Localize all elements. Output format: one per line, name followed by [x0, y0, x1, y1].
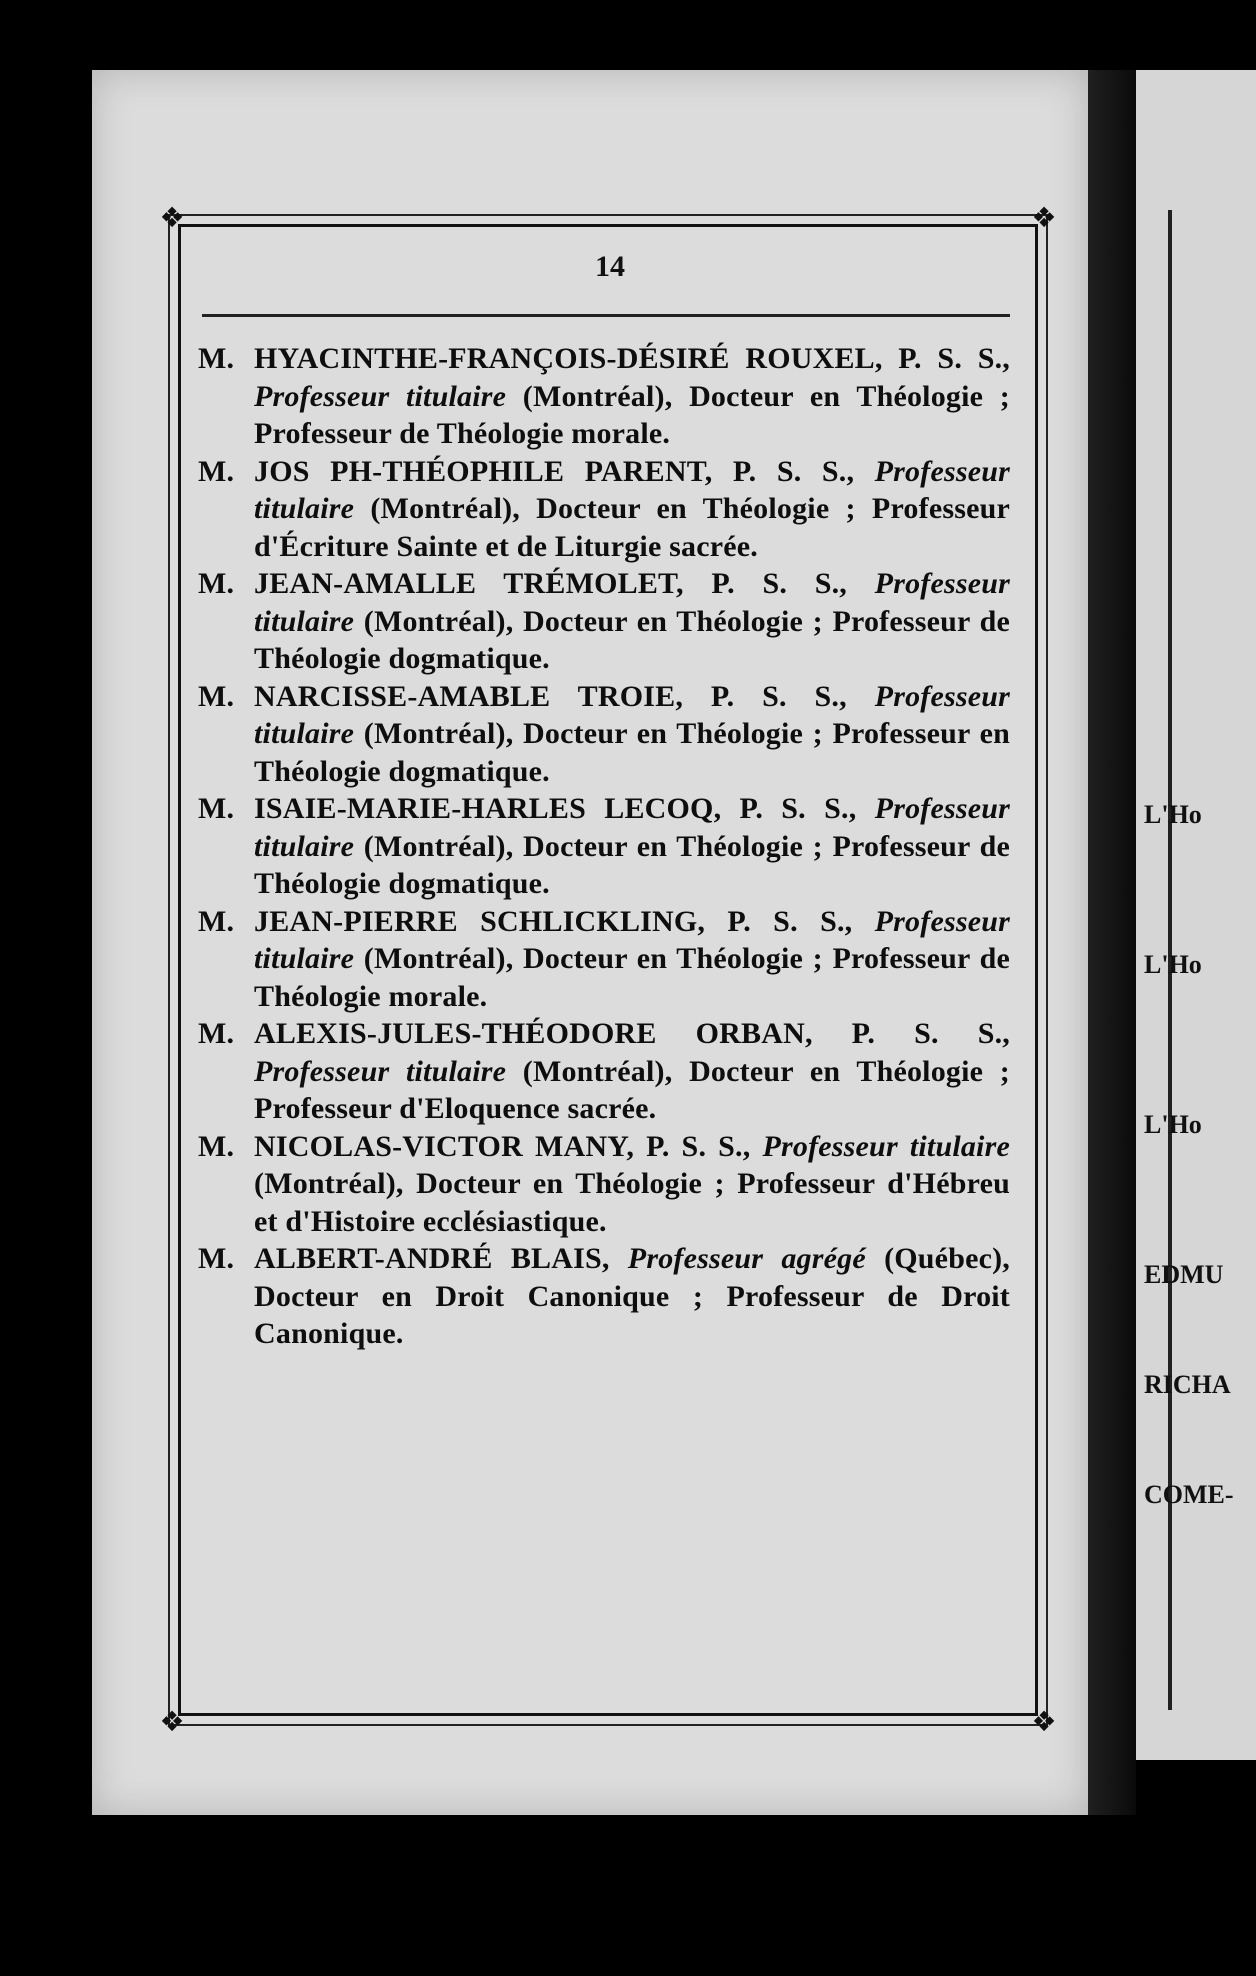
entry-details: (Montréal), Docteur en Théologie ; Professeur d'Écriture Sainte et de Liturgie sacrée.	[254, 492, 1011, 563]
faculty-entry	[198, 903, 1010, 1016]
entry-details: (Montréal), Docteur en Théologie ; Professeur de Théologie dogmatique.	[254, 604, 1010, 675]
entry-prefix: M.	[198, 1242, 235, 1275]
right-page-fragment: L'Ho	[1144, 800, 1202, 829]
entry-details: (Montréal), Docteur en Théologie ; Professeur en Théologie dogmatique.	[254, 717, 1010, 788]
faculty-entry	[198, 340, 1010, 453]
entry-title: Professeur titulaire	[762, 1129, 1010, 1163]
entry-name: JOS PH-THÉOPHILE PARENT, P. S. S.,	[254, 454, 855, 488]
entry-prefix: M.	[198, 567, 235, 600]
entry-prefix: M.	[198, 454, 235, 488]
entry-prefix: M.	[198, 1017, 235, 1050]
right-page-fragment: L'Ho	[1144, 1110, 1202, 1139]
entry-details: (Montréal), Docteur en Théologie ; Professeur de Théologie morale.	[254, 379, 1010, 450]
entry-prefix: M.	[198, 904, 235, 938]
header-rule	[202, 314, 1010, 317]
right-page-fragment: COME-	[1144, 1480, 1234, 1509]
corner-ornament-icon: ❖	[159, 1705, 185, 1738]
entry-details: (Montréal), Docteur en Théologie ; Professeur d'Hébreu et d'Histoire ecclésiastique.	[254, 1167, 1010, 1238]
faculty-entry	[198, 1240, 1010, 1353]
entry-title: Professeur agrégé	[627, 1242, 866, 1275]
right-page-fragment: RICHA	[1144, 1370, 1231, 1399]
entry-name: NICOLAS-VICTOR MANY, P. S. S.,	[254, 1129, 751, 1163]
book-page-right-fragment	[1136, 70, 1256, 1760]
entry-title: Professeur titulaire	[254, 792, 1011, 863]
book-spine	[1088, 70, 1136, 1815]
entry-title: Professeur titulaire	[254, 454, 1010, 525]
entry-name: ALEXIS-JULES-THÉODORE ORBAN, P. S. S.,	[254, 1017, 1010, 1050]
faculty-entry	[198, 790, 1010, 903]
corner-ornament-icon: ❖	[1031, 1705, 1057, 1738]
entry-prefix: M.	[198, 1129, 235, 1163]
entry-title: Professeur titulaire	[254, 904, 1010, 975]
entry-title: Professeur titulaire	[254, 567, 1011, 638]
faculty-list	[198, 340, 1010, 1353]
entry-details: (Montréal), Docteur en Théologie ; Professeur d'Eloquence sacrée.	[254, 1054, 1010, 1125]
entry-details: (Montréal), Docteur en Théologie ; Professeur de Théologie morale.	[254, 942, 1010, 1013]
faculty-entry	[198, 1128, 1010, 1241]
entry-prefix: M.	[198, 342, 235, 375]
right-page-fragment: L'Ho	[1144, 950, 1202, 979]
entry-title: Professeur titulaire	[254, 1054, 507, 1088]
entry-name: HYACINTHE-FRANÇOIS-DÉSIRÉ ROUXEL, P. S. S.,	[254, 342, 1010, 375]
entry-details: (Montréal), Docteur en Théologie ; Professeur de Théologie dogmatique.	[254, 829, 1010, 900]
faculty-entry	[198, 453, 1010, 566]
entry-prefix: M.	[198, 792, 235, 825]
faculty-entry	[198, 565, 1010, 678]
right-page-fragment: EDMU	[1144, 1260, 1224, 1289]
faculty-entry	[198, 1015, 1010, 1128]
faculty-entry	[198, 678, 1010, 791]
entry-prefix: M.	[198, 679, 235, 713]
page-number: 14	[595, 250, 625, 283]
entry-name: ALBERT-ANDRÉ BLAIS,	[254, 1242, 610, 1275]
entry-title: Professeur titulaire	[254, 679, 1011, 750]
entry-name: NARCISSE-AMABLE TROIE, P. S. S.,	[254, 679, 847, 713]
entry-title: Professeur titulaire	[254, 379, 507, 413]
entry-name: JEAN-PIERRE SCHLICKLING, P. S. S.,	[254, 904, 853, 938]
entry-name: JEAN-AMALLE TRÉMOLET, P. S. S.,	[254, 567, 848, 600]
entry-details: (Québec), Docteur en Droit Canonique ; Professeur de Droit Canonique.	[254, 1242, 1010, 1350]
corner-ornament-icon: ❖	[159, 201, 185, 234]
corner-ornament-icon: ❖	[1031, 201, 1057, 234]
entry-name: ISAIE-MARIE-HARLES LECOQ, P. S. S.,	[254, 792, 857, 825]
